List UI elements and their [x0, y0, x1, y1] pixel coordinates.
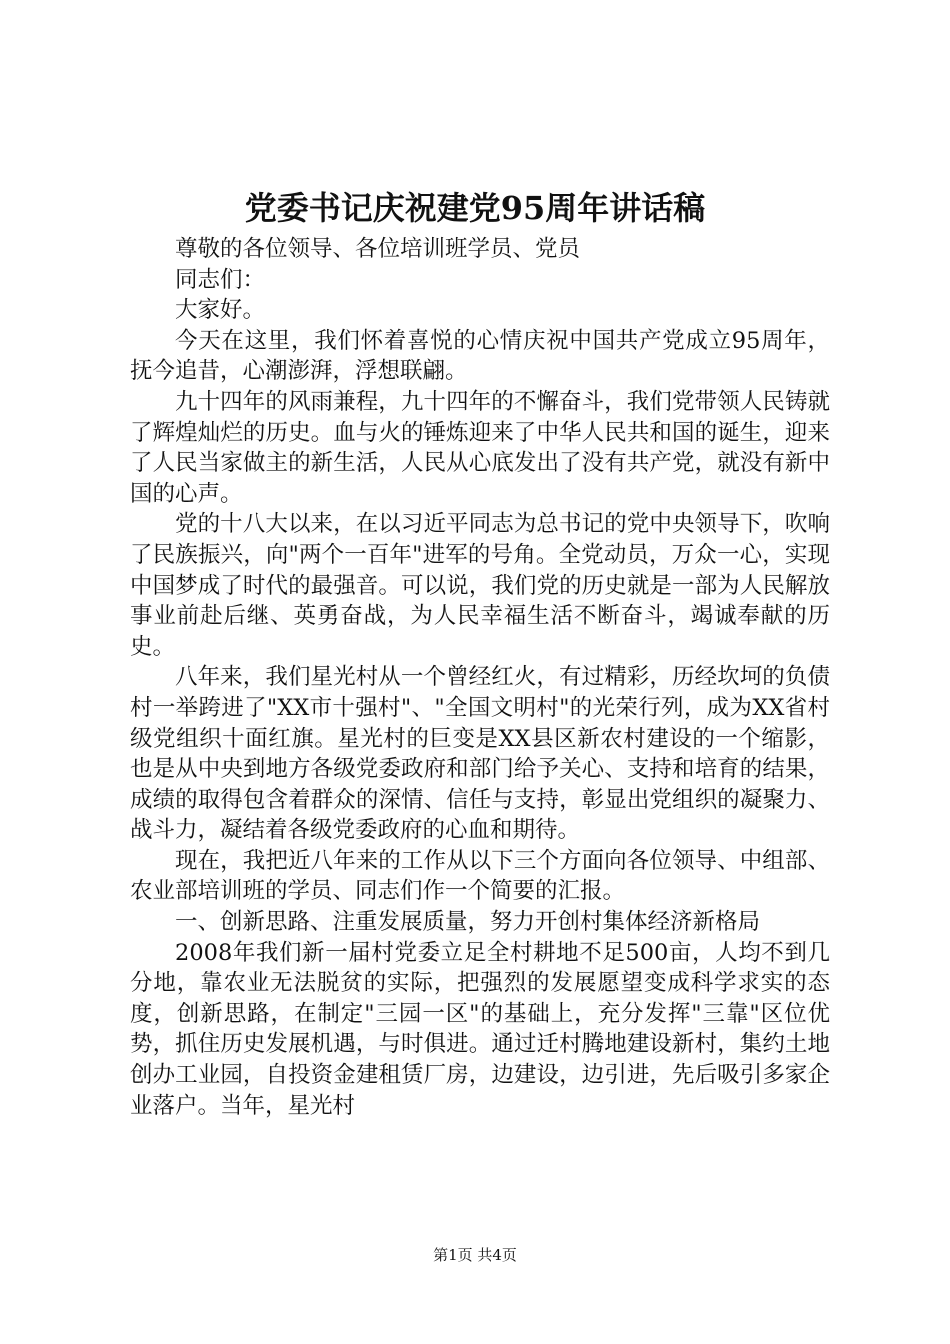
- paragraph-history: 九十四年的风雨兼程，九十四年的不懈奋斗，我们党带领人民铸就了辉煌灿烂的历史。血与火的锤炼迎来了中华人民共和国的诞生，迎来了人民当家做主的新生活，人民从心底发出了没有共产党，就没有新中国的心声。: [130, 388, 830, 507]
- paragraph-intro: 今天在这里，我们怀着喜悦的心情庆祝中国共产党成立95周年，抚今追昔，心潮澎湃，浮想联翩。: [130, 327, 830, 385]
- paragraph-2008-development: 2008年我们新一届村党委立足全村耕地不足500亩，人均不到几分地，靠农业无法脱贫的实际，把强烈的发展愿望变成科学求实的态度，创新思路，在制定"三园一区"的基础上，充分发挥"三靠"区位优势，抓住历史发展机遇，与时俱进。通过迁村腾地建设新村，集约土地创办工业园，自投资金建租赁厂房，边建设，边引进，先后吸引多家企业落户。当年，星光村: [130, 939, 830, 1119]
- document-body: [130, 234, 830, 1121]
- paragraph-salutation: 尊敬的各位领导、各位培训班学员、党员: [175, 236, 581, 262]
- paragraph-comrades: 同志们：: [175, 266, 266, 293]
- paragraph-eighteenth-congress: 党的十八大以来，在以习近平同志为总书记的党中央领导下，吹响了民族振兴，向"两个一百年"进军的号角。全党动员，万众一心，实现中国梦成了时代的最强音。可以说，我们党的历史就是一部为人民解放事业前赴后继、英勇奋战，为人民幸福生活不断奋斗，竭诚奉献的历史。: [130, 511, 830, 660]
- paragraph-village-achievements: 八年来，我们星光村从一个曾经红火，有过精彩，历经坎坷的负债村一举跨进了"XX市十强村"、"全国文明村"的光荣行列，成为XX省村级党组织十面红旗。星光村的巨变是XX县区新农村建设的一个缩影，也是从中央到地方各级党委政府和部门给予关心、支持和培育的结果，成绩的取得包含着群众的深情、信任与支持，彰显出党组织的凝聚力、战斗力，凝结着各级党委政府的心血和期待。: [130, 664, 830, 844]
- document-title: 党委书记庆祝建党95周年讲话稿: [244, 189, 706, 227]
- section-heading-one: 一、创新思路、注重发展质量，努力开创村集体经济新格局: [175, 909, 761, 936]
- paragraph-greeting: 大家好。: [175, 297, 266, 324]
- paragraph-report-intro: 现在，我把近八年来的工作从以下三个方面向各位领导、中组部、农业部培训班的学员、同志们作一个简要的汇报。: [130, 847, 830, 905]
- page-number-footer: 第1页 共4页: [433, 1246, 517, 1264]
